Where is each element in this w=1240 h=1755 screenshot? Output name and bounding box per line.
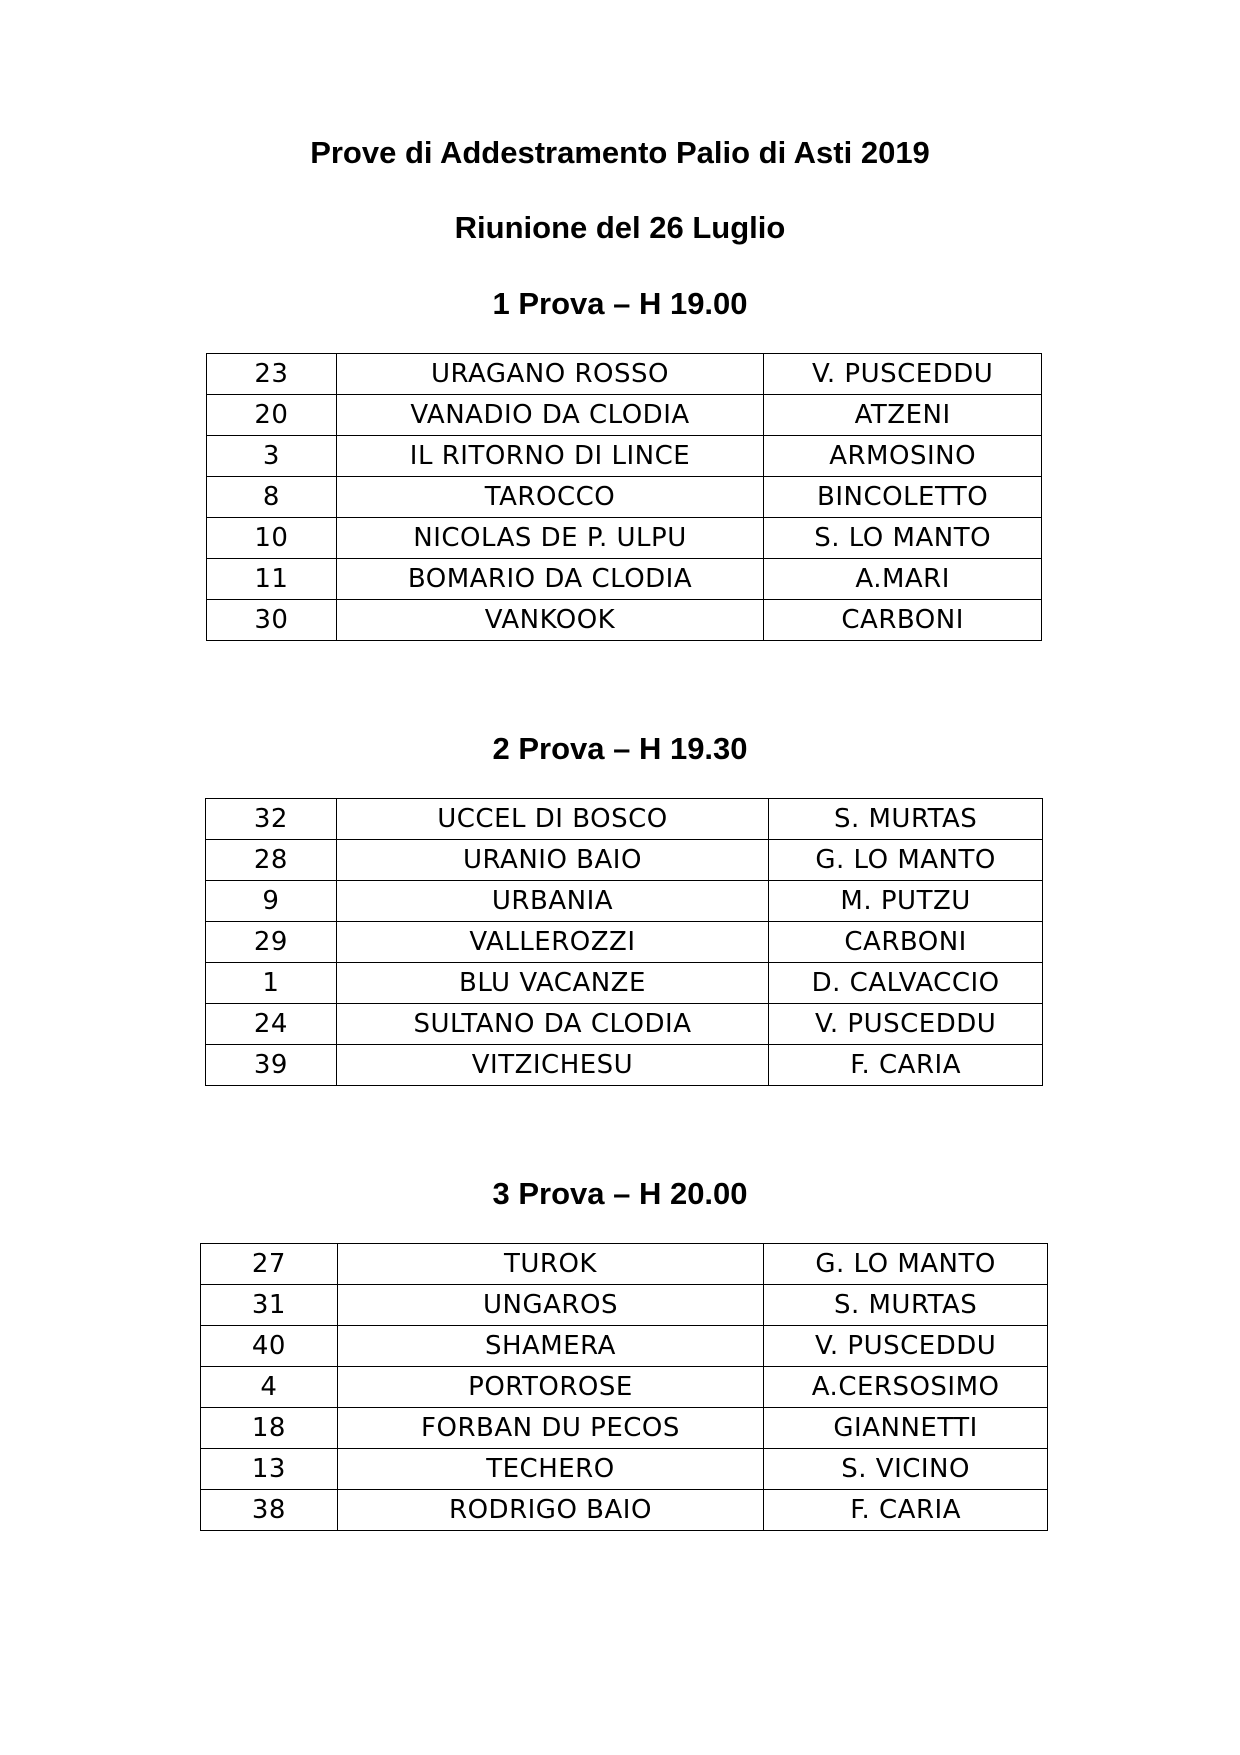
horse-name-cell: IL RITORNO DI LINCE [336,436,764,477]
jockey-name-cell: S. MURTAS [764,1285,1048,1326]
jockey-name-cell: BINCOLETTO [764,477,1042,518]
prova-3-table [200,1243,1048,1531]
horse-number-cell: 27 [201,1244,338,1285]
jockey-name-cell: M. PUTZU [769,881,1043,922]
horse-name-cell: VANADIO DA CLODIA [336,395,764,436]
horse-number-cell: 32 [206,799,337,840]
horse-name-cell: UNGAROS [337,1285,764,1326]
jockey-name-cell: V. PUSCEDDU [764,1326,1048,1367]
table-row [206,922,1043,963]
jockey-name-cell: CARBONI [764,600,1042,641]
horse-name-cell: SULTANO DA CLODIA [336,1004,769,1045]
horse-name-cell: BLU VACANZE [336,963,769,1004]
horse-number-cell: 31 [201,1285,338,1326]
horse-name-cell: NICOLAS DE P. ULPU [336,518,764,559]
jockey-name-cell: G. LO MANTO [769,840,1043,881]
jockey-name-cell: F. CARIA [764,1490,1048,1531]
horse-number-cell: 11 [207,559,337,600]
horse-name-cell: VANKOOK [336,600,764,641]
horse-number-cell: 38 [201,1490,338,1531]
jockey-name-cell: S. LO MANTO [764,518,1042,559]
table-row [201,1367,1048,1408]
table-row [201,1490,1048,1531]
prova-1-heading: 1 Prova – H 19.00 [492,286,748,321]
table-row [206,840,1043,881]
horse-name-cell: VALLEROZZI [336,922,769,963]
prova-3-heading: 3 Prova – H 20.00 [492,1176,748,1211]
jockey-name-cell: V. PUSCEDDU [769,1004,1043,1045]
table-row [207,436,1042,477]
table-row [201,1408,1048,1449]
horse-name-cell: FORBAN DU PECOS [337,1408,764,1449]
prova-2-table [205,798,1043,1086]
table-row [206,963,1043,1004]
horse-name-cell: PORTOROSE [337,1367,764,1408]
jockey-name-cell: S. MURTAS [769,799,1043,840]
horse-number-cell: 1 [206,963,337,1004]
horse-number-cell: 9 [206,881,337,922]
table-row [207,477,1042,518]
horse-number-cell: 24 [206,1004,337,1045]
jockey-name-cell: A.CERSOSIMO [764,1367,1048,1408]
table-row [207,395,1042,436]
horse-number-cell: 20 [207,395,337,436]
horse-name-cell: TAROCCO [336,477,764,518]
jockey-name-cell: GIANNETTI [764,1408,1048,1449]
horse-number-cell: 28 [206,840,337,881]
table-row [206,799,1043,840]
table-row [207,354,1042,395]
table-row [206,881,1043,922]
horse-number-cell: 13 [201,1449,338,1490]
jockey-name-cell: CARBONI [769,922,1043,963]
horse-number-cell: 29 [206,922,337,963]
table-row [206,1045,1043,1086]
document-title: Prove di Addestramento Palio di Asti 2019 [310,135,930,170]
horse-name-cell: URAGANO ROSSO [336,354,764,395]
horse-name-cell: TECHERO [337,1449,764,1490]
table-row [201,1285,1048,1326]
jockey-name-cell: ARMOSINO [764,436,1042,477]
jockey-name-cell: G. LO MANTO [764,1244,1048,1285]
prova-1-table [206,353,1042,641]
jockey-name-cell: V. PUSCEDDU [764,354,1042,395]
table-row [207,518,1042,559]
horse-number-cell: 3 [207,436,337,477]
horse-number-cell: 18 [201,1408,338,1449]
horse-name-cell: TUROK [337,1244,764,1285]
table-row [207,600,1042,641]
horse-name-cell: URANIO BAIO [336,840,769,881]
horse-name-cell: RODRIGO BAIO [337,1490,764,1531]
table-row [201,1326,1048,1367]
horse-number-cell: 30 [207,600,337,641]
horse-number-cell: 23 [207,354,337,395]
jockey-name-cell: F. CARIA [769,1045,1043,1086]
table-row [207,559,1042,600]
meeting-date: Riunione del 26 Luglio [454,210,786,245]
table-row [206,1004,1043,1045]
jockey-name-cell: A.MARI [764,559,1042,600]
horse-name-cell: VITZICHESU [336,1045,769,1086]
horse-number-cell: 40 [201,1326,338,1367]
prova-2-heading: 2 Prova – H 19.30 [492,731,748,766]
table-row [201,1449,1048,1490]
horse-number-cell: 10 [207,518,337,559]
horse-name-cell: UCCEL DI BOSCO [336,799,769,840]
jockey-name-cell: ATZENI [764,395,1042,436]
table-row [201,1244,1048,1285]
horse-name-cell: BOMARIO DA CLODIA [336,559,764,600]
horse-name-cell: SHAMERA [337,1326,764,1367]
jockey-name-cell: S. VICINO [764,1449,1048,1490]
horse-number-cell: 39 [206,1045,337,1086]
jockey-name-cell: D. CALVACCIO [769,963,1043,1004]
horse-number-cell: 8 [207,477,337,518]
horse-number-cell: 4 [201,1367,338,1408]
horse-name-cell: URBANIA [336,881,769,922]
